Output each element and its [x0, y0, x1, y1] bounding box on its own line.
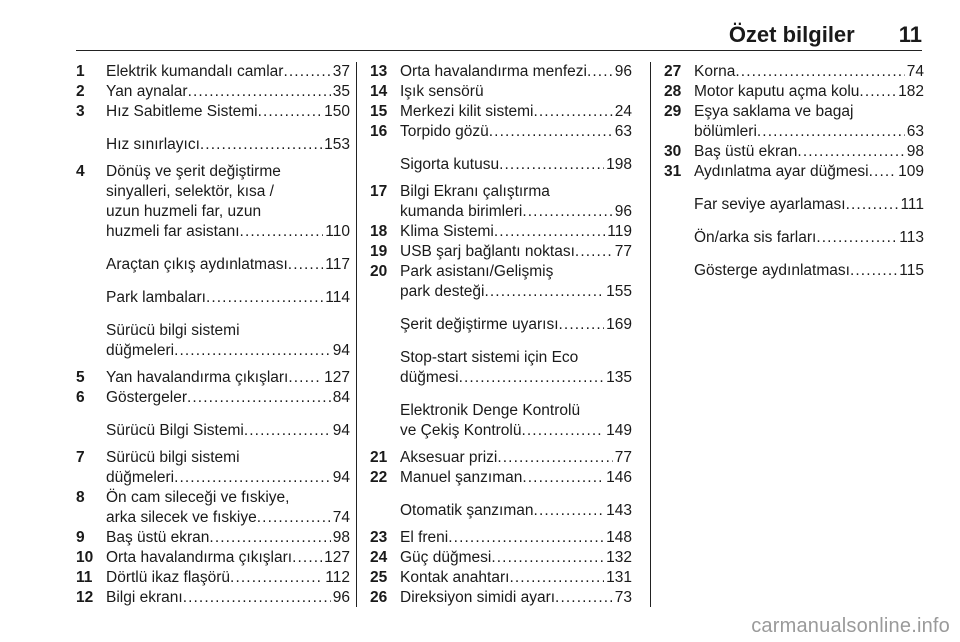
entry-label: huzmeli far asistanı [106, 223, 240, 240]
entry-number: 3 [76, 103, 85, 120]
column-divider [356, 62, 357, 607]
dot-leader [489, 122, 613, 142]
index-entry [370, 501, 632, 521]
entry-page-number: 37 [332, 63, 350, 80]
index-column-2 [370, 62, 632, 608]
entry-number: 27 [664, 63, 682, 80]
entry-label: Baş üstü ekran [694, 143, 798, 160]
dot-leader [244, 421, 331, 441]
dot-leader [209, 528, 330, 548]
dot-leader [499, 155, 604, 175]
index-entry [370, 62, 632, 82]
entry-label: Motor kaputu açma kolu [694, 83, 860, 100]
entry-label: Orta havalandırma çıkışları [106, 549, 293, 566]
page-number: 11 [898, 22, 922, 47]
entry-page-number: 117 [325, 256, 350, 273]
entry-page-number: 148 [606, 529, 632, 546]
entry-label: Hız Sabitleme Sistemi [106, 103, 258, 120]
entry-label: Otomatik şanzıman [400, 502, 534, 519]
dot-leader [288, 368, 322, 388]
index-entry [76, 588, 350, 608]
entry-page-number: 115 [899, 262, 924, 279]
entry-label: Yan aynalar [106, 83, 188, 100]
entry-label: Aksesuar prizi [400, 449, 498, 466]
dot-leader [521, 421, 604, 441]
dot-leader [187, 388, 331, 408]
dot-leader [283, 62, 330, 82]
entry-page-number: 110 [325, 223, 350, 240]
entry-label: USB şarj bağlantı noktası [400, 243, 575, 260]
dot-leader [846, 195, 899, 215]
entry-number: 14 [370, 83, 388, 100]
index-entry [76, 255, 350, 275]
entry-label: düğmeleri [106, 342, 175, 359]
entry-number: 2 [76, 83, 85, 100]
entry-page-number: 198 [606, 156, 632, 173]
entry-page-number: 73 [614, 589, 632, 606]
dot-leader [575, 242, 613, 262]
entry-number: 19 [370, 243, 388, 260]
entry-label: Sürücü Bilgi Sistemi [106, 422, 244, 439]
dot-leader [816, 228, 897, 248]
entry-text-line: Sürücü bilgi sistemi [106, 322, 240, 339]
entry-text-line: uzun huzmeli far, uzun [106, 203, 262, 220]
dot-leader [257, 508, 331, 528]
entry-label: Kontak anahtarı [400, 569, 510, 586]
index-entry [76, 82, 350, 102]
entry-number: 4 [76, 163, 85, 180]
entry-page-number: 109 [898, 163, 924, 180]
dot-leader [497, 448, 612, 468]
index-entry [664, 195, 924, 215]
entry-number: 15 [370, 103, 388, 120]
entry-label: Ön/arka sis farları [694, 229, 817, 246]
index-entry [370, 448, 632, 468]
index-entry [370, 262, 632, 302]
entry-page-number: 150 [324, 103, 350, 120]
entry-text-line: Dönüş ve şerit değiştirme [106, 163, 281, 180]
entry-page-number: 169 [606, 316, 632, 333]
entry-page-number: 96 [614, 63, 632, 80]
entry-page-number: 94 [332, 469, 350, 486]
dot-leader [522, 202, 612, 222]
dot-leader [850, 261, 897, 281]
index-entry [76, 102, 350, 122]
index-entry [370, 468, 632, 488]
entry-label: Direksiyon simidi ayarı [400, 589, 556, 606]
index-entry [370, 568, 632, 588]
entry-number: 16 [370, 123, 388, 140]
index-entry [664, 261, 924, 281]
entry-page-number: 74 [332, 509, 350, 526]
entry-number: 10 [76, 549, 94, 566]
index-entry [76, 368, 350, 388]
index-entry [370, 122, 632, 142]
entry-number: 26 [370, 589, 388, 606]
dot-leader [258, 102, 323, 122]
index-column-3 [664, 62, 924, 288]
index-entry [370, 155, 632, 175]
entry-label: Klima Sistemi [400, 223, 494, 240]
dot-leader [797, 142, 904, 162]
dot-leader [206, 288, 323, 308]
index-entry [76, 448, 350, 488]
index-entry [76, 548, 350, 568]
dot-leader [559, 315, 605, 335]
entry-page-number: 98 [906, 143, 924, 160]
entry-page-number: 127 [324, 369, 350, 386]
entry-number: 18 [370, 223, 388, 240]
index-entry [370, 548, 632, 568]
page-title: Özet bilgiler [728, 22, 855, 47]
entry-number: 7 [76, 449, 85, 466]
entry-label: düğmesi [400, 369, 459, 386]
entry-text-line: Elektronik Denge Kontrolü [400, 402, 581, 419]
entry-label: Güç düğmesi [400, 549, 492, 566]
entry-page-number: 155 [606, 283, 632, 300]
index-entry [664, 82, 924, 102]
dot-leader [491, 548, 604, 568]
dot-leader [757, 122, 905, 142]
entry-label: Orta havalandırma menfezi [400, 63, 587, 80]
index-entry [76, 488, 350, 528]
dot-leader [292, 548, 322, 568]
dot-leader [484, 282, 604, 302]
entry-page-number: 132 [606, 549, 632, 566]
dot-leader [188, 82, 331, 102]
entry-label: Hız sınırlayıcı [106, 136, 200, 153]
entry-label: bölümleri [694, 123, 757, 140]
dot-leader [494, 222, 605, 242]
index-entry [370, 528, 632, 548]
index-entry [76, 568, 350, 588]
dot-leader [448, 528, 604, 548]
entry-label: düğmeleri [106, 469, 175, 486]
index-entry [370, 588, 632, 608]
entry-page-number: 113 [899, 229, 924, 246]
entry-label: Araçtan çıkış aydınlatması [106, 256, 288, 273]
entry-label: Far seviye ayarlaması [694, 196, 846, 213]
index-column-1 [76, 62, 350, 608]
index-entry [370, 348, 632, 388]
entry-number: 30 [664, 143, 682, 160]
entry-label: Merkezi kilit sistemi [400, 103, 534, 120]
entry-page-number: 24 [614, 103, 632, 120]
entry-label: Işık sensörü [400, 83, 484, 100]
entry-page-number: 84 [332, 389, 350, 406]
entry-label: park desteği [400, 283, 485, 300]
entry-label: Baş üstü ekran [106, 529, 210, 546]
entry-label: Manuel şanzıman [400, 469, 523, 486]
entry-label: Dörtlü ikaz flaşörü [106, 569, 231, 586]
entry-number: 5 [76, 369, 85, 386]
dot-leader [555, 588, 613, 608]
entry-page-number: 77 [614, 243, 632, 260]
entry-number: 29 [664, 103, 682, 120]
entry-page-number: 35 [332, 83, 350, 100]
entry-number: 12 [76, 589, 94, 606]
entry-number: 17 [370, 183, 388, 200]
dot-leader [587, 62, 613, 82]
index-entry [76, 288, 350, 308]
index-entry [76, 62, 350, 82]
index-entry [664, 142, 924, 162]
entry-page-number: 111 [900, 196, 924, 213]
dot-leader [869, 162, 897, 182]
index-entry [76, 135, 350, 155]
entry-number: 24 [370, 549, 388, 566]
entry-label: Göstergeler [106, 389, 187, 406]
entry-page-number: 143 [606, 502, 632, 519]
entry-label: ve Çekiş Kontrolü [400, 422, 522, 439]
index-entry [76, 321, 350, 361]
entry-page-number: 131 [606, 569, 632, 586]
entry-text-line: Stop-start sistemi için Eco [400, 349, 579, 366]
entry-label: Korna [694, 63, 736, 80]
entry-label: El freni [400, 529, 449, 546]
dot-leader [183, 588, 331, 608]
entry-text-line: sinyalleri, selektör, kısa / [106, 183, 274, 200]
dot-leader [200, 135, 322, 155]
dot-leader [534, 501, 605, 521]
entry-number: 22 [370, 469, 388, 486]
entry-page-number: 96 [614, 203, 632, 220]
entry-page-number: 127 [324, 549, 350, 566]
entry-label: Yan havalandırma çıkışları [106, 369, 289, 386]
index-entry [370, 222, 632, 242]
watermark: carmanualsonline.info [751, 615, 950, 637]
entry-page-number: 153 [324, 136, 350, 153]
entry-label: Park lambaları [106, 289, 206, 306]
entry-page-number: 96 [332, 589, 350, 606]
entry-text-line: Sürücü bilgi sistemi [106, 449, 240, 466]
dot-leader [509, 568, 604, 588]
dot-leader [859, 82, 896, 102]
entry-label: Aydınlatma ayar düğmesi [694, 163, 869, 180]
index-entry [664, 62, 924, 82]
entry-text-line: Eşya saklama ve bagaj [694, 103, 854, 120]
dot-leader [533, 102, 612, 122]
dot-leader [230, 568, 323, 588]
entry-text-line: Park asistanı/Gelişmiş [400, 263, 554, 280]
index-entry [370, 242, 632, 262]
entry-number: 6 [76, 389, 85, 406]
index-entry [370, 182, 632, 222]
entry-page-number: 94 [332, 342, 350, 359]
entry-number: 21 [370, 449, 388, 466]
entry-page-number: 149 [606, 422, 632, 439]
index-entry [664, 228, 924, 248]
index-entry [370, 102, 632, 122]
entry-number: 31 [664, 163, 682, 180]
index-entry [370, 401, 632, 441]
dot-leader [240, 222, 324, 242]
column-divider [650, 62, 651, 607]
entry-number: 1 [76, 63, 85, 80]
entry-label: Elektrik kumandalı camlar [106, 63, 284, 80]
entry-page-number: 146 [606, 469, 632, 486]
dot-leader [288, 255, 324, 275]
entry-page-number: 114 [325, 289, 350, 306]
entry-page-number: 77 [614, 449, 632, 466]
index-entry [76, 421, 350, 441]
entry-page-number: 119 [607, 223, 632, 240]
entry-number: 8 [76, 489, 85, 506]
entry-label: Bilgi ekranı [106, 589, 183, 606]
dot-leader [735, 62, 904, 82]
entry-number: 28 [664, 83, 682, 100]
index-entry [370, 315, 632, 335]
entry-number: 11 [76, 569, 93, 586]
entry-label: arka silecek ve fıskiye [106, 509, 257, 526]
entry-page-number: 63 [614, 123, 632, 140]
dot-leader [174, 341, 331, 361]
entry-label: kumanda birimleri [400, 203, 523, 220]
dot-leader [459, 368, 605, 388]
dot-leader [522, 468, 604, 488]
header-rule [76, 50, 922, 51]
entry-number: 9 [76, 529, 85, 546]
entry-page-number: 135 [606, 369, 632, 386]
entry-page-number: 63 [906, 123, 924, 140]
entry-number: 20 [370, 263, 388, 280]
entry-number: 25 [370, 569, 388, 586]
entry-label: Şerit değiştirme uyarısı [400, 316, 559, 333]
entry-label: Torpido gözü [400, 123, 489, 140]
index-entry [370, 82, 632, 102]
entry-label: Gösterge aydınlatması [694, 262, 850, 279]
dot-leader [174, 468, 331, 488]
entry-text-line: Bilgi Ekranı çalıştırma [400, 183, 550, 200]
entry-page-number: 94 [332, 422, 350, 439]
entry-page-number: 182 [898, 83, 924, 100]
index-entry [76, 388, 350, 408]
entry-page-number: 74 [906, 63, 924, 80]
entry-text-line: Ön cam sileceği ve fıskiye, [106, 489, 290, 506]
index-entry [664, 162, 924, 182]
entry-number: 23 [370, 529, 388, 546]
entry-page-number: 112 [325, 569, 350, 586]
entry-label: Sigorta kutusu [400, 156, 500, 173]
entry-number: 13 [370, 63, 388, 80]
page-header [729, 22, 922, 48]
index-entry [76, 528, 350, 548]
entry-page-number: 98 [332, 529, 350, 546]
index-entry [664, 102, 924, 142]
index-entry [76, 162, 350, 242]
